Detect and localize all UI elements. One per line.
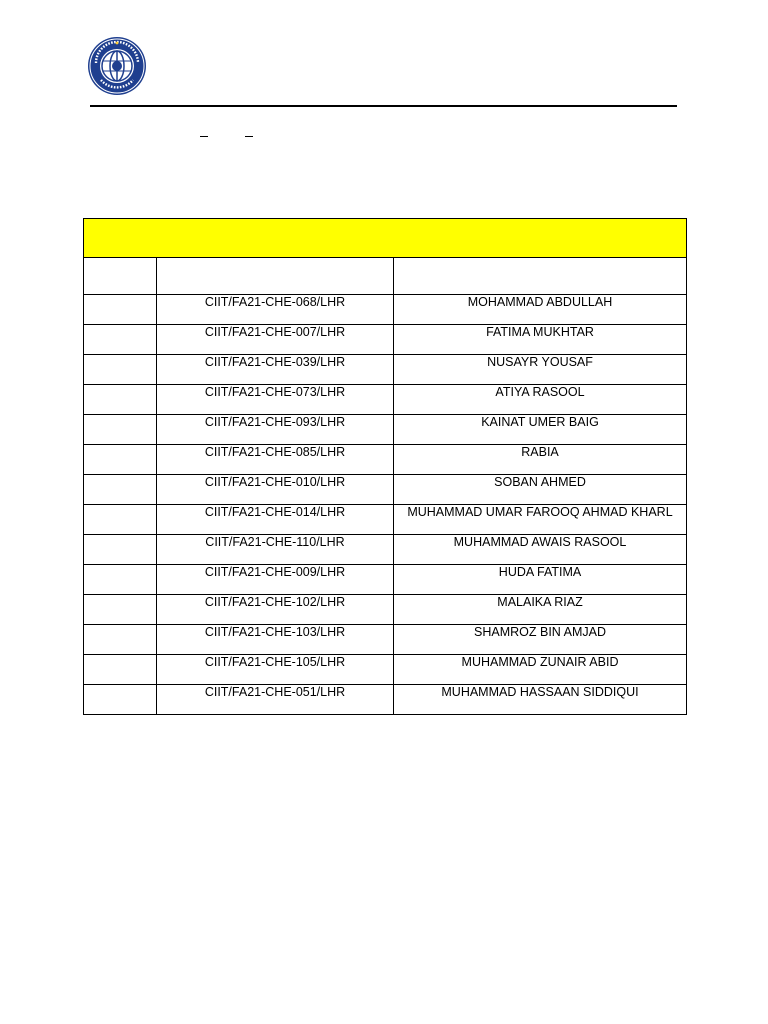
registration-number-cell: CIIT/FA21-CHE-051/LHR: [157, 685, 394, 715]
student-name-cell: HUDA FATIMA: [394, 565, 687, 595]
header-cell-serial: [84, 258, 157, 295]
student-name-cell: SHAMROZ BIN AMJAD: [394, 625, 687, 655]
serial-cell: [84, 565, 157, 595]
table-row: [84, 295, 687, 325]
student-name-cell: FATIMA MUKHTAR: [394, 325, 687, 355]
serial-cell: [84, 445, 157, 475]
student-name-cell: MALAIKA RIAZ: [394, 595, 687, 625]
header-cell-registration: [157, 258, 394, 295]
registration-number-cell: CIIT/FA21-CHE-007/LHR: [157, 325, 394, 355]
table-title-cell: [84, 219, 687, 258]
registration-number-cell: CIIT/FA21-CHE-103/LHR: [157, 625, 394, 655]
student-name-cell: ATIYA RASOOL: [394, 385, 687, 415]
underscore-mark: [245, 136, 253, 137]
table-row: [84, 595, 687, 625]
student-name-cell: KAINAT UMER BAIG: [394, 415, 687, 445]
table-row: [84, 445, 687, 475]
student-name-cell: NUSAYR YOUSAF: [394, 355, 687, 385]
registration-number-cell: CIIT/FA21-CHE-014/LHR: [157, 505, 394, 535]
serial-cell: [84, 355, 157, 385]
registration-number-cell: CIIT/FA21-CHE-105/LHR: [157, 655, 394, 685]
serial-cell: [84, 415, 157, 445]
student-name-cell: MUHAMMAD UMAR FAROOQ AHMAD KHARL: [394, 505, 687, 535]
student-name-cell: MUHAMMAD ZUNAIR ABID: [394, 655, 687, 685]
registration-number-cell: CIIT/FA21-CHE-110/LHR: [157, 535, 394, 565]
serial-cell: [84, 685, 157, 715]
table-row: [84, 625, 687, 655]
serial-cell: [84, 505, 157, 535]
table-header-row: [84, 258, 687, 295]
table-row: [84, 325, 687, 355]
student-list-table: [83, 218, 687, 715]
student-name-cell: MOHAMMAD ABDULLAH: [394, 295, 687, 325]
registration-number-cell: CIIT/FA21-CHE-102/LHR: [157, 595, 394, 625]
table-row: [84, 385, 687, 415]
table-row: [84, 475, 687, 505]
serial-cell: [84, 625, 157, 655]
registration-number-cell: CIIT/FA21-CHE-009/LHR: [157, 565, 394, 595]
header-divider: [90, 105, 677, 107]
registration-number-cell: CIIT/FA21-CHE-010/LHR: [157, 475, 394, 505]
header-cell-name: [394, 258, 687, 295]
table-row: [84, 415, 687, 445]
table-row: [84, 505, 687, 535]
student-name-cell: SOBAN AHMED: [394, 475, 687, 505]
student-name-cell: RABIA: [394, 445, 687, 475]
university-seal-icon: [87, 36, 147, 96]
table-row: [84, 655, 687, 685]
registration-number-cell: CIIT/FA21-CHE-073/LHR: [157, 385, 394, 415]
table-title-row: [84, 219, 687, 258]
serial-cell: [84, 385, 157, 415]
serial-cell: [84, 295, 157, 325]
serial-cell: [84, 535, 157, 565]
serial-cell: [84, 475, 157, 505]
university-logo: [87, 36, 147, 96]
serial-cell: [84, 325, 157, 355]
registration-number-cell: CIIT/FA21-CHE-039/LHR: [157, 355, 394, 385]
table-row: [84, 685, 687, 715]
serial-cell: [84, 595, 157, 625]
registration-number-cell: CIIT/FA21-CHE-085/LHR: [157, 445, 394, 475]
registration-number-cell: CIIT/FA21-CHE-093/LHR: [157, 415, 394, 445]
student-name-cell: MUHAMMAD HASSAAN SIDDIQUI: [394, 685, 687, 715]
table-row: [84, 535, 687, 565]
table-row: [84, 565, 687, 595]
student-name-cell: MUHAMMAD AWAIS RASOOL: [394, 535, 687, 565]
underscore-mark: [200, 136, 208, 137]
serial-cell: [84, 655, 157, 685]
registration-number-cell: CIIT/FA21-CHE-068/LHR: [157, 295, 394, 325]
table-row: [84, 355, 687, 385]
